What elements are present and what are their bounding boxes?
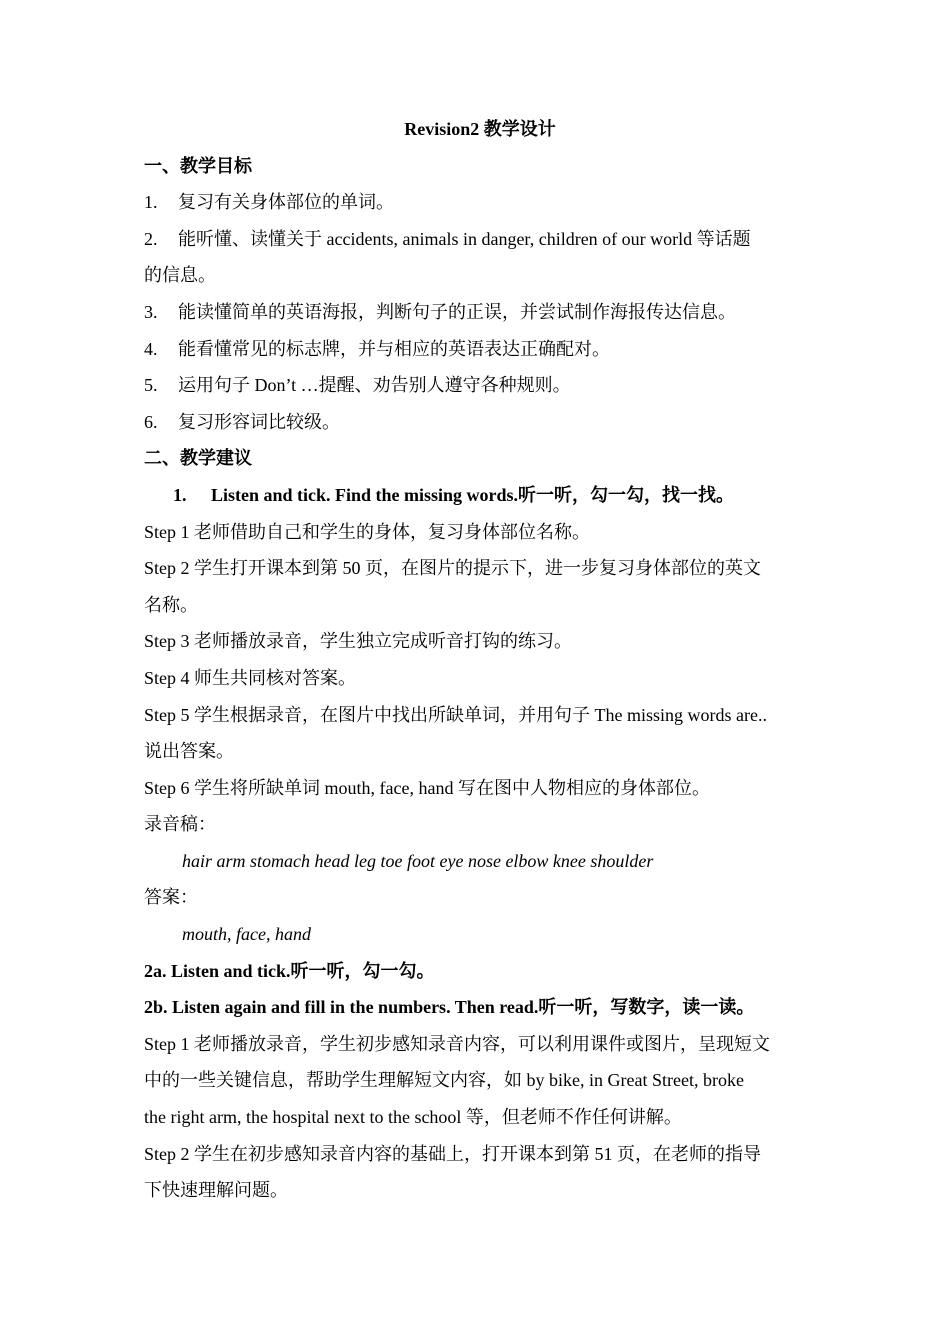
list-item [144,221,814,258]
step-line: Step 1 老师播放录音，学生初步感知录音内容，可以利用课件或图片，呈现短文 [144,1033,770,1054]
step-line: Step 4 师生共同核对答案。 [144,667,357,688]
answer-text: mouth, face, hand [182,924,311,945]
step-line: Step 2 学生在初步感知录音内容的基础上，打开课本到第 51 页，在老师的指导 [144,1143,761,1164]
document-page [144,111,814,1209]
answer-label: 答案： [144,887,198,908]
item-text: 复习形容词比较级。 [178,411,340,432]
item-number: 5. [144,375,158,396]
step-line: Step 5 学生根据录音，在图片中找出所缺单词，并用句子 The missing words are.. [144,704,767,725]
list-item [144,294,814,331]
step-line: 下快速理解问题。 [144,1180,288,1201]
step-line: 中的一些关键信息，帮助学生理解短文内容，如 by bike, in Great Street, broke [144,1070,744,1091]
script-text: hair arm stomach head leg toe foot eye nose elbow knee shoulder [182,850,654,871]
subsection-heading-2a: 2a. Listen and tick.听一听，勾一勾。 [144,960,435,981]
document-title: Revision2 教学设计 [404,119,556,139]
subsection-heading [144,477,814,514]
item-text: 能听懂、读懂关于 accidents, animals in danger, children of our world 等话题 [178,228,751,249]
subsection-heading-2b: 2b. Listen again and fill in the numbers. Then read.听一听，写数字，读一读。 [144,997,755,1018]
item-number: 3. [144,301,158,322]
subsection-title: Listen and tick. Find the missing words.听一听，勾一勾，找一找。 [211,484,735,505]
item-continuation: 的信息。 [144,265,216,286]
item-number: 6. [144,411,158,432]
step-line: Step 2 学生打开课本到第 50 页，在图片的提示下，进一步复习身体部位的英文 [144,558,761,579]
item-number: 4. [144,338,158,359]
section-heading: 二、教学建议 [144,448,252,469]
step-line: 名称。 [144,594,198,615]
step-line: 说出答案。 [144,741,234,762]
item-number: 2. [144,228,158,249]
list-item [144,331,814,368]
subsection-number: 1. [173,484,187,505]
item-text: 能看懂常见的标志牌，并与相应的英语表达正确配对。 [178,338,610,359]
step-line: Step 6 学生将所缺单词 mouth, face, hand 写在图中人物相应的身体部位。 [144,777,710,798]
item-text: 能读懂简单的英语海报，判断句子的正误，并尝试制作海报传达信息。 [178,301,736,322]
script-label: 录音稿： [144,814,216,835]
step-line: the right arm, the hospital next to the school 等，但老师不作任何讲解。 [144,1107,682,1128]
step-line: Step 1 老师借助自己和学生的身体，复习身体部位名称。 [144,521,590,542]
step-line: Step 3 老师播放录音，学生独立完成听音打钩的练习。 [144,631,572,652]
list-item [144,367,814,404]
list-item [144,404,814,441]
item-text: 复习有关身体部位的单词。 [178,192,394,213]
item-text: 运用句子 Don’t …提醒、劝告别人遵守各种规则。 [178,375,571,396]
item-number: 1. [144,192,158,213]
section-heading: 一、教学目标 [144,155,252,176]
list-item [144,184,814,221]
